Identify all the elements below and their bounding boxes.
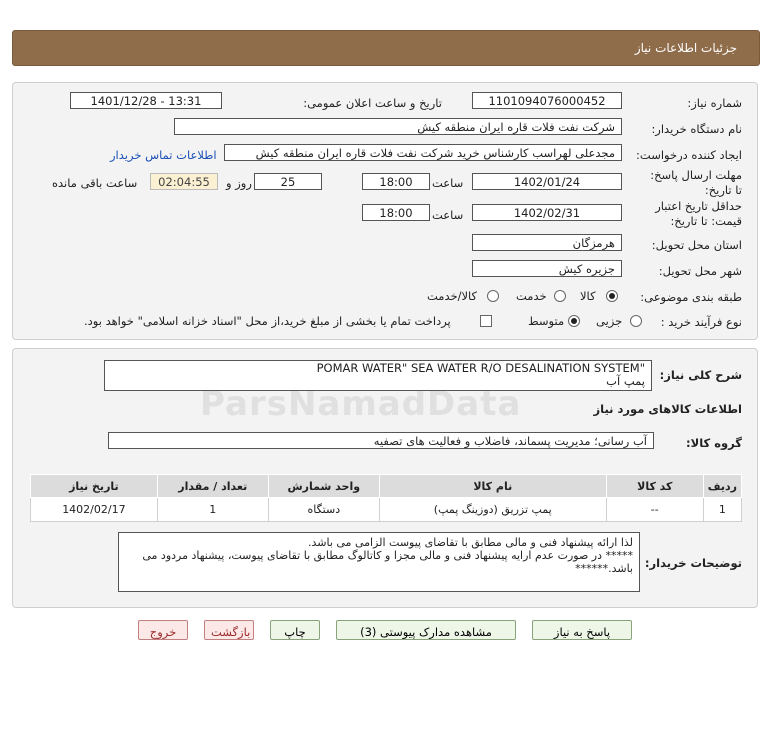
back-button[interactable]: بازگشت: [204, 620, 254, 640]
announce-datetime-field: 1401/12/28 - 13:31: [70, 92, 222, 109]
process-label: نوع فرآیند خرید :: [660, 315, 742, 329]
cell-qty: 1: [157, 498, 268, 522]
goods-group-label: گروه کالا:: [686, 436, 742, 450]
announce-label: تاریخ و ساعت اعلان عمومی:: [303, 96, 442, 110]
process-option-minor: جزیی: [596, 314, 623, 328]
treasury-payment-note: پرداخت تمام یا بخشی از مبلغ خرید،از محل "اسناد خزانه اسلامی" خواهد بود.: [84, 314, 451, 328]
price-time-label: ساعت: [432, 208, 464, 222]
print-button[interactable]: چاپ: [270, 620, 320, 640]
category-option-service: خدمت: [516, 289, 547, 303]
city-label: شهر محل تحویل:: [658, 264, 742, 278]
page-title: جزئیات اطلاعات نیاز: [634, 41, 737, 55]
creator-label: ایجاد کننده درخواست:: [636, 148, 742, 162]
table-row[interactable]: [31, 498, 742, 522]
category-radio-service[interactable]: [554, 290, 566, 302]
need-number-field: 1101094076000452: [472, 92, 622, 109]
buyer-notes-line-2: ***** در صورت عدم ارایه پیشنهاد فنی و مالی مجزا و کاتالوگ مطابق با تقاضای پیوست، پیشنهاد مردود می باشد.******: [142, 549, 633, 575]
city-field: جزیره کیش: [472, 260, 622, 277]
province-label: استان محل تحویل:: [651, 238, 742, 252]
price-time-field: 18:00: [362, 204, 430, 221]
treasury-payment-checkbox[interactable]: [480, 315, 492, 327]
need-number-label: شماره نیاز:: [687, 96, 742, 110]
price-date-field: 1402/02/31: [472, 204, 622, 221]
col-name-header: نام کالا: [379, 475, 606, 498]
buyer-org-field: شرکت نفت فلات قاره ایران منطقه کیش: [174, 118, 622, 135]
category-option-goods-service: کالا/خدمت: [427, 289, 478, 303]
view-attachments-button[interactable]: مشاهده مدارک پیوستی (3): [336, 620, 516, 640]
cell-date: 1402/02/17: [31, 498, 158, 522]
remaining-time-field: 02:04:55: [150, 173, 218, 190]
buyer-notes-field: [118, 532, 640, 592]
province-field: هرمزگان: [472, 234, 622, 251]
goods-group-field: آب رسانی؛ مدیریت پسماند، فاضلاب و فعالیت های تصفیه: [108, 432, 654, 449]
buyer-contact-link[interactable]: اطلاعات تماس خریدار: [110, 148, 217, 162]
buyer-notes-line-1: لذا ارائه پیشنهاد فنی و مالی مطابق با تقاضای پیوست الزامی می باشد.: [307, 536, 633, 549]
items-table-header: [31, 475, 742, 498]
reply-time-field: 18:00: [362, 173, 430, 190]
process-option-medium: متوسط: [528, 314, 565, 328]
col-row-header: ردیف: [703, 475, 741, 498]
creator-field: مجدعلی لهراسب کارشناس خرید شرکت نفت فلات قاره ایران منطقه کیش: [224, 144, 622, 161]
days-remaining-field: 25: [254, 173, 322, 190]
items-table: [30, 474, 742, 522]
process-radio-medium[interactable]: [568, 315, 580, 327]
description-label: شرح کلی نیاز:: [659, 368, 742, 382]
reply-deadline-label: مهلت ارسال پاسخ: تا تاریخ:: [650, 168, 742, 197]
exit-button[interactable]: خروج: [138, 620, 188, 640]
reply-date-field: 1402/01/24: [472, 173, 622, 190]
days-label: روز و: [226, 176, 252, 190]
page-header: [12, 30, 760, 66]
category-option-goods: کالا: [580, 289, 596, 303]
reply-time-label: ساعت: [432, 176, 464, 190]
col-qty-header: تعداد / مقدار: [157, 475, 268, 498]
buyer-org-label: نام دستگاه خریدار:: [651, 122, 742, 136]
goods-info-title: اطلاعات کالاهای مورد نیاز: [593, 402, 742, 416]
buyer-notes-label: توضیحات خریدار:: [644, 556, 742, 570]
description-line-1: POMAR WATER" SEA WATER R/O DESALINATION SYSTEM": [316, 361, 645, 375]
cell-name: پمپ تزریق (دوزینگ پمپ): [379, 498, 606, 522]
remaining-label: ساعت باقی مانده: [52, 176, 138, 190]
category-radio-goods-service[interactable]: [487, 290, 499, 302]
reply-button[interactable]: پاسخ به نیاز: [532, 620, 632, 640]
category-label: طبقه بندی موضوعی:: [640, 290, 742, 304]
description-field: [104, 360, 652, 391]
price-validity-label: حداقل تاریخ اعتبار قیمت: تا تاریخ:: [655, 199, 742, 228]
cell-row-number: 1: [703, 498, 741, 522]
category-radio-goods[interactable]: [606, 290, 618, 302]
cell-code: --: [606, 498, 703, 522]
col-unit-header: واحد شمارش: [268, 475, 379, 498]
col-code-header: کد کالا: [606, 475, 703, 498]
cell-unit: دستگاه: [268, 498, 379, 522]
col-date-header: تاریخ نیاز: [31, 475, 158, 498]
process-radio-minor[interactable]: [630, 315, 642, 327]
description-line-2: پمپ آب: [606, 374, 645, 388]
